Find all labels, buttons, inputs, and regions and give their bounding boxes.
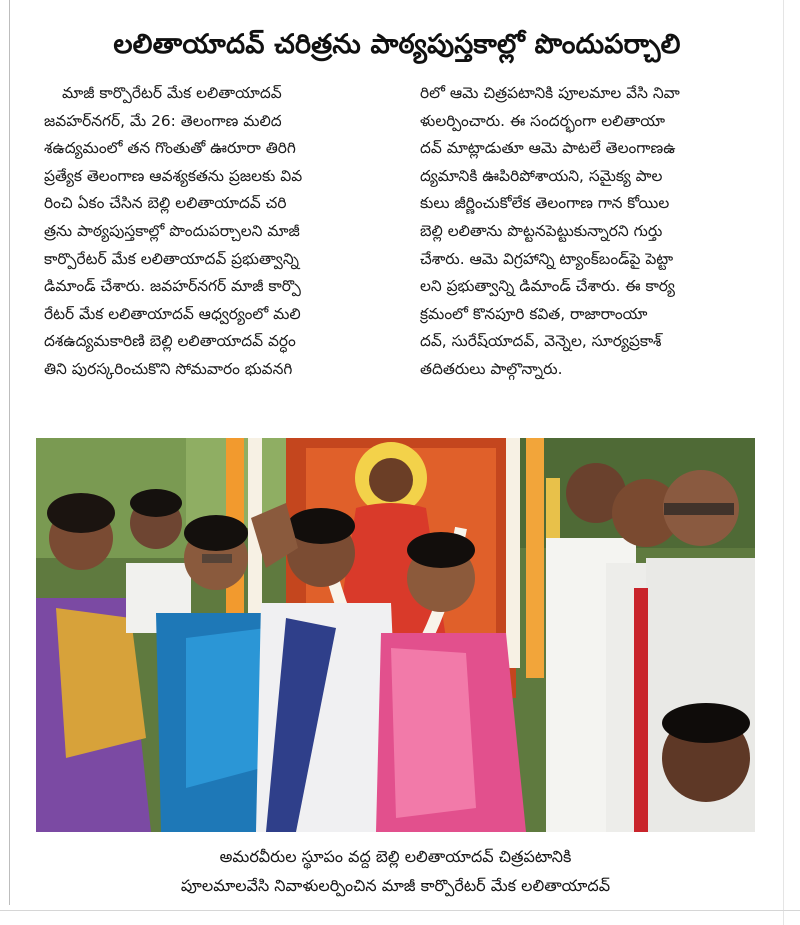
- body-line: దవ్, సురేష్‌యాదవ్, వెన్నెల, సూర్యప్రకాశ్: [420, 332, 662, 351]
- body-line: చేశారు. ఆమె విగ్రహాన్ని ట్యాంక్‌బండ్‌పై పెట్టా: [420, 249, 674, 268]
- body-line: దశఉద్యమకారిణి బెల్లి లలితాయాదవ్ వర్ధం: [44, 332, 296, 351]
- body-line: రించి ఏకం చేసిన బెల్లి లలితాయాదవ్ చరి: [44, 194, 287, 213]
- body-line: లని ప్రభుత్వాన్ని డిమాండ్ చేశారు. ఈ కార్య: [420, 277, 675, 296]
- body-line: క్రమంలో కొనపూరి కవిత, రాజారాంయా: [420, 304, 648, 323]
- news-photo: [36, 438, 755, 832]
- article-body-left-column: [44, 80, 396, 384]
- photo-caption: [36, 842, 755, 900]
- bottom-page-edge: [0, 910, 800, 911]
- body-line: కులు జీర్ణించుకోలేక తెలంగాణ గాన కోయిల: [420, 194, 670, 213]
- article-headline: లలితాయాదవ్ చరిత్రను పాఠ్యపుస్తకాల్లో పొందుపర్చాలి: [113, 29, 681, 60]
- body-line: త్రను పాఠ్యపుస్తకాల్లో పొందుపర్చాలని మాజీ: [44, 221, 300, 240]
- body-line: మాజీ కార్పొరేటర్ మేక లలితాయాదవ్: [62, 84, 282, 102]
- caption-line: పూలమాలవేసి నివాళులర్పించిన మాజీ కార్పొరేటర్ మేక లలితాయాదవ్: [180, 876, 611, 895]
- body-line: రేటర్ మేక లలితాయాదవ్ ఆధ్వర్యంలో మలి: [44, 304, 301, 323]
- body-line: రిలో ఆమె చిత్రపటానికి పూలమాల వేసి నివా: [420, 84, 680, 102]
- article-body-right-column: [420, 80, 772, 384]
- caption-line: అమరవీరుల స్థూపం వద్ద బెల్లి లలితాయాదవ్ చిత్రపటానికి: [219, 847, 572, 866]
- body-line: జవహర్‌నగర్, మే 26: తెలంగాణ మలిద: [44, 111, 282, 130]
- body-line: ప్రత్యేక తెలంగాణ ఆవశ్యకతను ప్రజలకు వివ: [44, 166, 303, 185]
- body-line: ళులర్పించారు. ఈ సందర్భంగా లలితాయా: [420, 111, 665, 130]
- body-line: తదితరులు పాల్గొన్నారు.: [420, 359, 563, 378]
- body-line: దవ్ మాట్లాడుతూ ఆమె పాటలే తెలంగాణఉ: [420, 139, 676, 158]
- body-line: శఉద్యమంలో తన గొంతుతో ఊరూరా తిరిగి: [44, 139, 296, 158]
- right-page-edge: [783, 0, 784, 925]
- body-line: తిని పురస్కరించుకొని సోమవారం భువనగి: [44, 359, 293, 378]
- body-line: డిమాండ్ చేశారు. జవహర్‌నగర్ మాజీ కార్పొ: [44, 277, 301, 296]
- body-line: ద్యమానికి ఊపిరిపోశాయని, సమైక్య పాల: [420, 166, 663, 185]
- person-9: [662, 703, 750, 802]
- left-column-rule: [9, 0, 10, 905]
- news-photo-illustration: [36, 438, 755, 832]
- body-line: బెల్లి లలితాను పొట్టనపెట్టుకున్నారని గుర్తు: [420, 221, 663, 240]
- body-line: కార్పొరేటర్ మేక లలితాయాదవ్ ప్రభుత్వాన్ని: [44, 249, 299, 268]
